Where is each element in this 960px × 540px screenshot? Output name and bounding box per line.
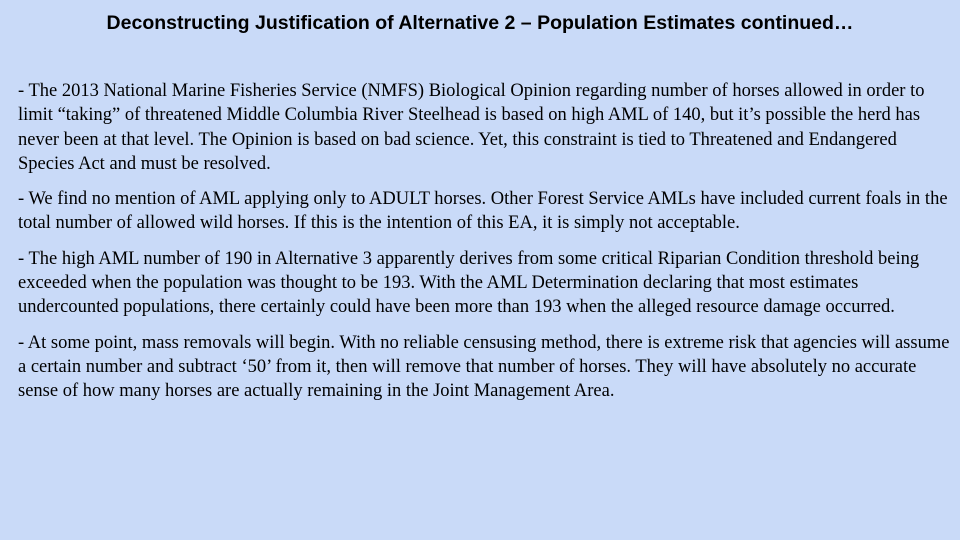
slide-body [18, 79, 950, 415]
paragraph-mass-removals: - At some point, mass removals will begin. With no reliable censusing method, there is extreme risk that agencies will assume a certain number and subtract ‘50’ from it, then will remove that number of horses. They will have absolutely no accurate sense of how many horses are actually remaining in the Joint Management Area. [18, 332, 950, 402]
slide-title: Deconstructing Justification of Alternative 2 – Population Estimates continued… [106, 12, 854, 34]
paragraph-adult-horses: - We find no mention of AML applying only to ADULT horses. Other Forest Service AMLs have included current foals in the total number of allowed wild horses. If this is the intention of this EA, it is simply not acceptable. [18, 189, 948, 234]
paragraph-high-aml: - The high AML number of 190 in Alternative 3 apparently derives from some critical Riparian Condition threshold being exceeded when the population was thought to be 193. With the AML Determination declaring that most estimates undercounted populations, there certainly could have been more than 193 when the alleged resource damage occurred. [18, 248, 920, 318]
paragraph-nmfs-opinion: - The 2013 National Marine Fisheries Service (NMFS) Biological Opinion regarding number of horses allowed in order to limit “taking” of threatened Middle Columbia River Steelhead is based on high AML of 140, but it’s possible the herd has never been at that level. The Opinion is based on bad science. Yet, this constraint is tied to Threatened and Endangered Species Act and must be resolved. [18, 81, 925, 174]
